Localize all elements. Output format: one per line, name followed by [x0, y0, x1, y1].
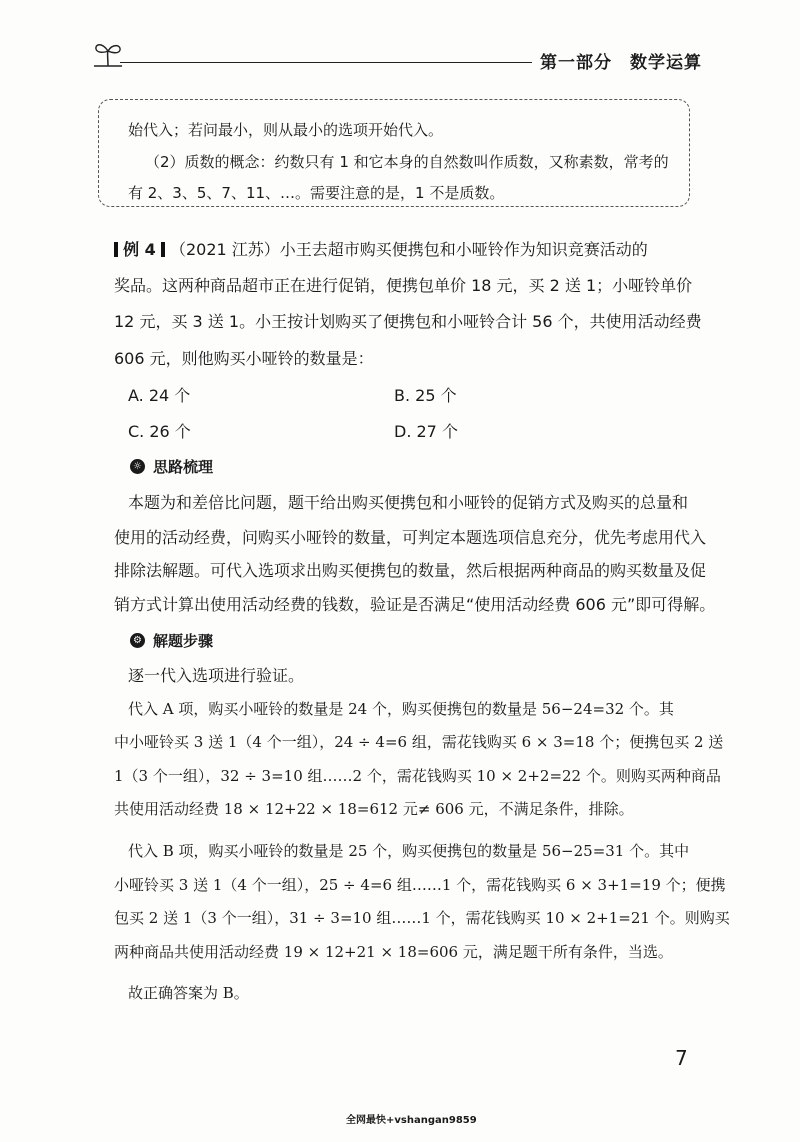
section-steps-title: 解题步骤: [153, 632, 214, 650]
steps-icon: ⚙: [130, 633, 145, 648]
example-bar-left: [114, 242, 118, 257]
option-a: A. 24 个: [128, 386, 191, 405]
footer-watermark: 全网最快+vshangan9859: [346, 1115, 477, 1126]
thinking-line-3: 排除法解题。可代入选项求出购买便携包的数量，然后根据两种商品的购买数量及促: [114, 561, 707, 580]
thinking-line-1: 本题为和差倍比问题，题干给出购买便携包和小哑铃的促销方式及购买的总量和: [128, 493, 689, 512]
option-b: B. 25 个: [394, 386, 457, 405]
example-line-4: 606 元，则他购买小哑铃的数量是：: [114, 349, 374, 368]
example-line-3: 12 元，买 3 送 1。小王按计划购买了便携包和小哑铃合计 56 个，共使用活动经费: [114, 312, 702, 331]
option-c: C. 26 个: [128, 422, 191, 441]
header-title: 第一部分 数学运算: [540, 53, 702, 73]
example-bar-right: [161, 242, 165, 257]
example-label: 例 4: [123, 240, 156, 259]
option-a-line-4: 共使用活动经费 18 × 12+22 × 18=612 元≠ 606 元，不满足条件，排除。: [114, 800, 634, 818]
example-line-2: 奖品。这两种商品超市正在进行促销，便携包单价 18 元，买 2 送 1；小哑铃单价: [114, 276, 693, 295]
option-b-line-4: 两种商品共使用活动经费 19 × 12+21 × 18=606 元，满足题干所有条件，当选。: [114, 943, 673, 961]
option-a-line-1: 代入 A 项，购买小哑铃的数量是 24 个，购买便携包的数量是 56−24=32 个。其: [128, 700, 674, 718]
note-line-1: 始代入；若问最小，则从最小的选项开始代入。: [128, 121, 444, 139]
example-line-1: （2021 江苏）小王去超市购买便携包和小哑铃作为知识竞赛活动的: [170, 240, 648, 259]
sprout-icon: [92, 38, 124, 68]
section-thinking-title: 思路梳理: [153, 458, 214, 476]
thinking-line-2: 使用的活动经费，问购买小哑铃的数量，可判定本题选项信息充分，优先考虑用代入: [114, 528, 707, 547]
steps-intro: 逐一代入选项进行验证。: [128, 666, 305, 685]
example-heading: [114, 237, 648, 260]
option-b-line-3: 包买 2 送 1（3 个一组），31 ÷ 3=10 组……1 个，需花钱购买 10 × 2+1=21 个。则购买: [114, 909, 730, 927]
option-b-line-2: 小哑铃买 3 送 1（4 个一组），25 ÷ 4=6 组……1 个，需花钱购买 6 × 3+1=19 个；便携: [114, 876, 726, 894]
option-b-line-1: 代入 B 项，购买小哑铃的数量是 25 个，购买便携包的数量是 56−25=31 个。其中: [128, 842, 690, 860]
option-a-line-2: 中小哑铃买 3 送 1（4 个一组），24 ÷ 4=6 组，需花钱购买 6 × 3=18 个；便携包买 2 送: [114, 733, 724, 751]
note-line-3: 有 2、3、5、7、11、…。需要注意的是，1 不是质数。: [128, 184, 505, 202]
conclusion: 故正确答案为 B。: [128, 984, 249, 1002]
option-a-line-3: 1（3 个一组），32 ÷ 3=10 组……2 个，需花钱购买 10 × 2+2=22 个。则购买两种商品: [114, 767, 721, 785]
note-line-2: （2）质数的概念：约数只有 1 和它本身的自然数叫作质数，又称素数，常考的: [145, 153, 669, 171]
thinking-line-4: 销方式计算出使用活动经费的钱数，验证是否满足“使用活动经费 606 元”即可得解。: [114, 595, 716, 614]
option-d: D. 27 个: [394, 422, 458, 441]
header-rule: [120, 62, 532, 63]
bulb-icon: ☼: [130, 459, 145, 474]
page-number: 7: [675, 1046, 688, 1070]
